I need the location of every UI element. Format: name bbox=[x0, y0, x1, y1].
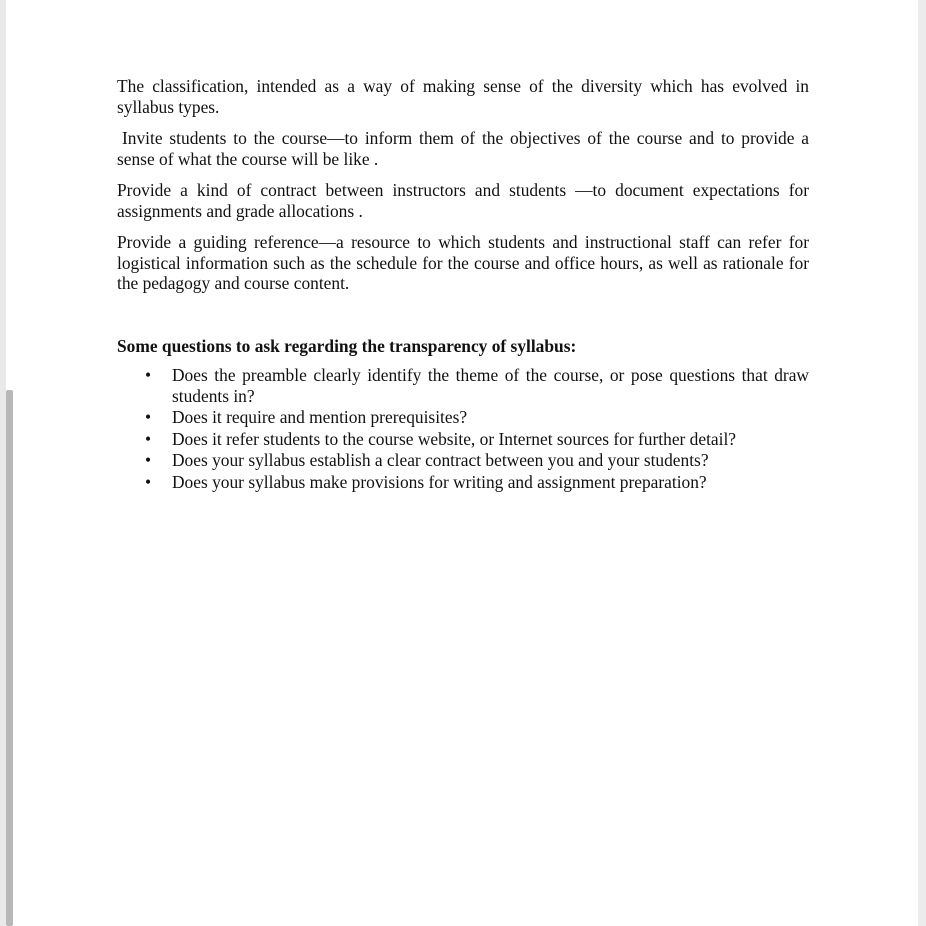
bullet-icon: • bbox=[145, 407, 152, 427]
paragraph-guiding-reference: Provide a guiding reference—a resource to which students and instructional staff can refer for logistical information such as the schedule for the course and office hours, as well as rationale for the pedagogy and course content. bbox=[117, 232, 809, 293]
questions-heading: Some questions to ask regarding the transparency of syllabus: bbox=[117, 335, 577, 356]
question-text: Does your syllabus make provisions for writing and assignment preparation? bbox=[172, 471, 707, 492]
paragraph-invite-students: Invite students to the course—to inform them of the objectives of the course and to provide a sense of what the course will be like . bbox=[117, 128, 809, 169]
list-item bbox=[117, 472, 809, 493]
scrollbar-thumb[interactable] bbox=[6, 390, 13, 926]
questions-list bbox=[117, 365, 809, 492]
paragraph-classification: The classification, intended as a way of making sense of the diversity which has evolved in syllabus types. bbox=[117, 76, 809, 117]
list-item bbox=[117, 407, 809, 428]
paragraph-contract: Provide a kind of contract between instructors and students —to document expectations for assignments and grade allocations . bbox=[117, 180, 809, 221]
bullet-icon: • bbox=[145, 450, 152, 470]
question-text: Does it require and mention prerequisites? bbox=[172, 407, 468, 427]
list-item bbox=[117, 450, 809, 471]
question-text: Does it refer students to the course website, or Internet sources for further detail? bbox=[172, 428, 737, 449]
question-text: Does your syllabus establish a clear contract between you and your students? bbox=[172, 450, 709, 470]
document-page bbox=[14, 0, 918, 926]
viewer-right-edge bbox=[918, 0, 926, 926]
list-item bbox=[117, 429, 809, 450]
list-item bbox=[117, 365, 809, 406]
bullet-icon: • bbox=[145, 428, 152, 449]
question-text: Does the preamble clearly identify the theme of the course, or pose questions that draw students in? bbox=[172, 365, 809, 406]
bullet-icon: • bbox=[145, 365, 152, 385]
bullet-icon: • bbox=[145, 471, 152, 492]
document-body bbox=[117, 76, 809, 493]
